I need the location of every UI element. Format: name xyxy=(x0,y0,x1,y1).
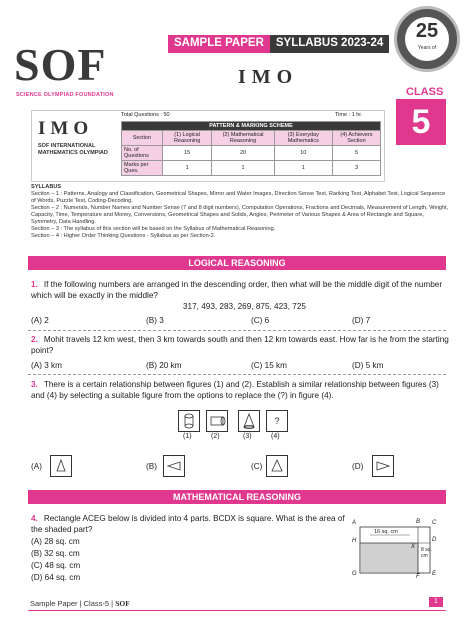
option-c[interactable]: (C) 48 sq. cm xyxy=(31,561,81,570)
figure-2 xyxy=(206,410,228,432)
class-number: 5 xyxy=(396,99,446,145)
banner-syllabus: SYLLABUS 2023-24 xyxy=(270,35,389,53)
question-3-figures xyxy=(178,410,308,444)
option-b[interactable]: (B) 32 sq. cm xyxy=(31,549,80,558)
option-b-figure[interactable] xyxy=(163,455,185,477)
option-d[interactable]: (D) 64 sq. cm xyxy=(31,573,81,582)
badge-text: Years of xyxy=(417,45,437,51)
cone-right-icon xyxy=(373,456,393,476)
area-top-label: 16 sq. cm xyxy=(374,529,398,535)
vertex-label: G xyxy=(352,571,357,577)
olympiad-name-line1: SOF INTERNATIONAL xyxy=(38,143,96,149)
vertex-label: D xyxy=(432,537,437,543)
option-c[interactable]: (C) 6 xyxy=(251,316,270,325)
anniversary-badge xyxy=(394,6,460,72)
table-row xyxy=(122,161,381,176)
option-a-figure[interactable] xyxy=(50,455,72,477)
figure-label: (1) xyxy=(183,433,192,440)
vertex-label: A xyxy=(352,520,357,526)
option-a[interactable]: (A) 2 xyxy=(31,316,49,325)
question-1-data: 317, 493, 283, 269, 875, 423, 725 xyxy=(183,302,306,311)
table-cell: 1 xyxy=(212,161,274,176)
footer-rule xyxy=(28,610,446,611)
rectangle-figure xyxy=(350,517,442,581)
option-c-figure[interactable] xyxy=(266,455,288,477)
question-number: 3. xyxy=(31,380,38,389)
table-cell: 1 xyxy=(162,161,212,176)
question-text: Rectangle ACEG below is divided into 4 parts. BCDX is square. What is the area of the shaded part? xyxy=(31,514,345,534)
section-bar-logical: LOGICAL REASONING xyxy=(28,256,446,270)
column-header: (3) Everyday Mathematics xyxy=(274,131,332,146)
figure-1 xyxy=(178,410,200,432)
marking-scheme-table xyxy=(121,121,381,176)
option-a-label[interactable]: (A) xyxy=(31,462,42,471)
option-a[interactable]: (A) 3 km xyxy=(31,361,62,370)
figure-label: (3) xyxy=(243,433,252,440)
title-banner xyxy=(168,35,389,53)
olympiad-name-line2: MATHEMATICS OLYMPIAD xyxy=(38,150,108,156)
vertex-label: C xyxy=(432,520,437,526)
section-bar-mathematical: MATHEMATICAL REASONING xyxy=(28,490,446,504)
question-number: 4. xyxy=(31,514,38,523)
sof-logo-caption: SCIENCE OLYMPIAD FOUNDATION xyxy=(16,92,114,98)
figure-label: (2) xyxy=(211,433,220,440)
figure-4: ? xyxy=(266,410,288,432)
table-cell: 15 xyxy=(162,146,212,161)
question-1 xyxy=(31,279,451,301)
option-b[interactable]: (B) 3 xyxy=(146,316,164,325)
question-number: 1. xyxy=(31,280,38,289)
column-header: (1) Logical Reasoning xyxy=(162,131,212,146)
column-header: (2) Mathematical Reasoning xyxy=(212,131,274,146)
table-row xyxy=(122,146,381,161)
option-d[interactable]: (D) 5 km xyxy=(352,361,384,370)
cone-up-icon xyxy=(267,456,287,476)
option-b[interactable]: (B) 20 km xyxy=(146,361,182,370)
syllabus-heading: SYLLABUS xyxy=(31,184,62,190)
cone-left-icon xyxy=(164,456,184,476)
question-4 xyxy=(31,513,351,535)
syllabus-section-2: Section – 2 : Numerals, Number Names and Number Sense (7 and 8 digit numbers), Computation Operations, Fractions and Decimals, Measurement of Length, Weight, Capacity, Time, Temperature and Money, Conversions, Geometrical Shapes and Solids, Angles, Perimeter of Various Shapes & Area of Rectangle and Square, Symmetry, Data Handling. xyxy=(31,205,449,225)
total-questions: Total Questions : 50 xyxy=(121,112,170,118)
banner-sample-paper: SAMPLE PAPER xyxy=(168,35,270,53)
syllabus-section-1: Section – 1 : Patterns, Analogy and Classification, Geometrical Shapes, Mirror and Water Images, Direction Sense Test, Ranking Test, Alphabet Test, Logical Sequence of Words, Puzzle Test, Coding-Decoding. xyxy=(31,191,446,204)
class-label: CLASS xyxy=(406,86,444,98)
table-cell: 5 xyxy=(332,146,380,161)
figure-3 xyxy=(238,410,260,432)
syllabus-section-3: Section – 3 : The syllabus of this section will be based on the Syllabus of Mathematical Reasoning. xyxy=(31,226,276,232)
option-d-label[interactable]: (D) xyxy=(352,462,364,471)
row-label: No. of Questions xyxy=(122,146,163,161)
question-number: 2. xyxy=(31,335,38,344)
vertex-label: E xyxy=(432,571,437,577)
cone-option-icon xyxy=(51,456,71,476)
figure-label: (4) xyxy=(271,433,280,440)
badge-number: 25 xyxy=(415,20,439,42)
question-text: There is a certain relationship between figures (1) and (2). Establish a similar relationship between figures (3) and (4) by selecting a suitable figure from the options to replace the (?) in figure (4). xyxy=(31,380,439,400)
question-text: If the following numbers are arranged in the descending order, then what will be the middle digit of the number which will be exactly in the middle? xyxy=(31,280,443,300)
sof-logo-letters: SOF xyxy=(14,39,107,90)
sof-logo xyxy=(14,38,107,100)
column-header: Section xyxy=(122,131,163,146)
footer-text: Sample Paper | Class-5 | xyxy=(30,599,114,608)
option-b-label[interactable]: (B) xyxy=(146,462,157,471)
question-2 xyxy=(31,334,451,356)
question-text: Mohit travels 12 km west, then 3 km towards south and then 12 km towards east. How far is he from the starting point? xyxy=(31,335,449,355)
table-cell: 20 xyxy=(212,146,274,161)
time-allowed: Time : 1 hr. xyxy=(335,112,363,118)
vertex-label: H xyxy=(352,538,357,544)
question-3 xyxy=(31,379,451,401)
syllabus xyxy=(31,184,451,240)
syllabus-section-4: Section – 4 : Higher Order Thinking Questions - Syllabus as per Section-2. xyxy=(31,233,216,239)
option-a[interactable]: (A) 28 sq. cm xyxy=(31,537,80,546)
option-d[interactable]: (D) 7 xyxy=(352,316,371,325)
table-cell: 10 xyxy=(274,146,332,161)
cylinder-side-icon xyxy=(207,411,227,431)
footer-logo: SOF xyxy=(115,599,130,608)
cylinder-icon xyxy=(179,411,199,431)
divider xyxy=(28,374,446,375)
column-header: (4) Achievers Section xyxy=(332,131,380,146)
table-cell: 3 xyxy=(332,161,380,176)
option-c[interactable]: (C) 15 km xyxy=(251,361,287,370)
olympiad-name xyxy=(38,143,108,157)
row-label: Marks per Ques. xyxy=(122,161,163,176)
page-number: 1 xyxy=(429,597,443,607)
footer xyxy=(30,599,130,608)
table-caption: PATTERN & MARKING SCHEME xyxy=(122,122,381,131)
table-cell: 1 xyxy=(274,161,332,176)
imo-logo: IMO xyxy=(238,66,299,88)
vertex-label: X xyxy=(411,544,416,550)
vertex-label: F xyxy=(416,574,420,580)
cone-icon xyxy=(239,411,259,431)
option-d-figure[interactable] xyxy=(372,455,394,477)
area-right-label: 8 sq. cm xyxy=(421,547,432,559)
vertex-label: B xyxy=(416,519,421,525)
divider xyxy=(28,330,446,331)
imo-box-logo: IMO xyxy=(38,118,94,139)
option-c-label[interactable]: (C) xyxy=(251,462,263,471)
